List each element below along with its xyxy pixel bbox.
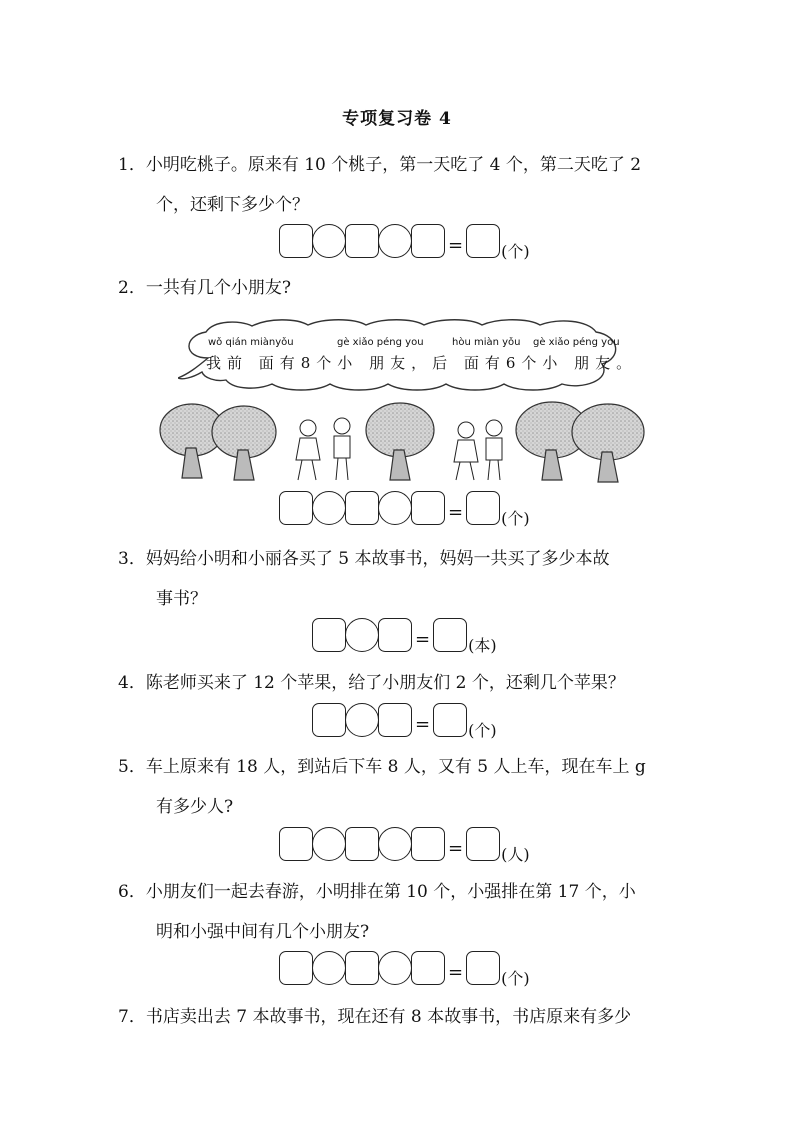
equals-sign: = [415, 713, 431, 735]
operator-circle[interactable] [378, 491, 412, 525]
boy-icon [334, 418, 350, 480]
unit-label: (本) [468, 635, 497, 655]
pinyin-annotation: wǒ qián miànyǒu [208, 337, 294, 348]
question-3-text: 3．妈妈给小明和小丽各买了 5 本故事书，妈妈一共买了多少本故 [118, 549, 610, 569]
unit-label: (个) [468, 720, 497, 740]
answer-box[interactable] [378, 703, 412, 737]
question-number: 4． [118, 673, 146, 693]
operator-circle[interactable] [378, 224, 412, 258]
unit-label: (个) [501, 508, 530, 528]
operator-circle[interactable] [378, 951, 412, 985]
question-6-text: 6．小朋友们一起去春游，小明排在第 10 个，小强排在第 17 个，小 [118, 882, 636, 902]
boy-icon [486, 420, 502, 480]
trees-and-children-illustration [156, 400, 650, 490]
pinyin-annotation: gè xiǎo péng you [337, 337, 424, 348]
answer-box[interactable] [411, 491, 445, 525]
answer-box[interactable] [279, 827, 313, 861]
operator-circle[interactable] [378, 827, 412, 861]
answer-box[interactable] [312, 703, 346, 737]
answer-box[interactable] [411, 951, 445, 985]
question-4-equation [312, 702, 497, 738]
unit-label: (个) [501, 241, 530, 261]
equals-sign: = [448, 837, 464, 859]
question-7-text: 7．书店卖出去 7 本故事书，现在还有 8 本故事书，书店原来有多少 [118, 1007, 632, 1027]
answer-box[interactable] [345, 491, 379, 525]
question-5-equation [279, 826, 530, 862]
tree-icon [366, 403, 434, 480]
answer-box[interactable] [411, 224, 445, 258]
question-number: 3． [118, 549, 146, 569]
answer-box[interactable] [279, 224, 313, 258]
answer-box[interactable] [312, 618, 346, 652]
operator-circle[interactable] [312, 951, 346, 985]
question-6-equation [279, 950, 530, 986]
question-2-equation [279, 490, 530, 526]
tree-icon [572, 404, 644, 482]
question-1-text-cont: 个，还剩下多少个？ [156, 195, 309, 215]
question-number: 5． [118, 757, 146, 777]
question-3-text-cont: 事书？ [156, 589, 207, 609]
answer-box[interactable] [279, 491, 313, 525]
result-box[interactable] [466, 951, 500, 985]
question-1-equation [279, 223, 530, 259]
girl-icon [454, 422, 478, 480]
question-number: 7． [118, 1007, 146, 1027]
question-6-text-cont: 明和小强中间有几个小朋友? [156, 922, 370, 942]
equals-sign: = [448, 501, 464, 523]
answer-box[interactable] [279, 951, 313, 985]
equals-sign: = [448, 234, 464, 256]
girl-icon [296, 420, 320, 480]
unit-label: (个) [501, 968, 530, 988]
operator-circle[interactable] [312, 224, 346, 258]
result-box[interactable] [466, 827, 500, 861]
result-box[interactable] [433, 618, 467, 652]
operator-circle[interactable] [345, 618, 379, 652]
question-2-text: 2．一共有几个小朋友? [118, 278, 291, 298]
question-number: 2． [118, 278, 146, 298]
operator-circle[interactable] [312, 827, 346, 861]
bubble-text: 我前 面有8个小 朋友，后 面有6个小 朋友。 [206, 354, 638, 372]
question-5-text: 5．车上原来有 18 人，到站后下车 8 人，又有 5 人上车，现在车上 g [118, 757, 646, 777]
equals-sign: = [415, 628, 431, 650]
pinyin-annotation: gè xiǎo péng you [533, 337, 620, 348]
question-number: 1． [118, 155, 146, 175]
answer-box[interactable] [345, 951, 379, 985]
result-box[interactable] [466, 491, 500, 525]
answer-box[interactable] [378, 618, 412, 652]
question-4-text: 4．陈老师买来了 12 个苹果，给了小朋友们 2 个，还剩几个苹果？ [118, 673, 625, 693]
unit-label: (人) [501, 844, 530, 864]
question-5-text-cont: 有多少人? [156, 797, 234, 817]
answer-box[interactable] [345, 827, 379, 861]
operator-circle[interactable] [312, 491, 346, 525]
operator-circle[interactable] [345, 703, 379, 737]
tree-icon [212, 406, 276, 480]
question-1-text: 1．小明吃桃子。原来有 10 个桃子，第一天吃了 4 个，第二天吃了 2 [118, 155, 642, 175]
page-title: 专项复习卷 4 [342, 109, 452, 129]
result-box[interactable] [466, 224, 500, 258]
pinyin-annotation: hòu miàn yǒu [452, 337, 521, 348]
answer-box[interactable] [411, 827, 445, 861]
answer-box[interactable] [345, 224, 379, 258]
question-number: 6． [118, 882, 146, 902]
equals-sign: = [448, 961, 464, 983]
result-box[interactable] [433, 703, 467, 737]
question-3-equation [312, 617, 497, 653]
